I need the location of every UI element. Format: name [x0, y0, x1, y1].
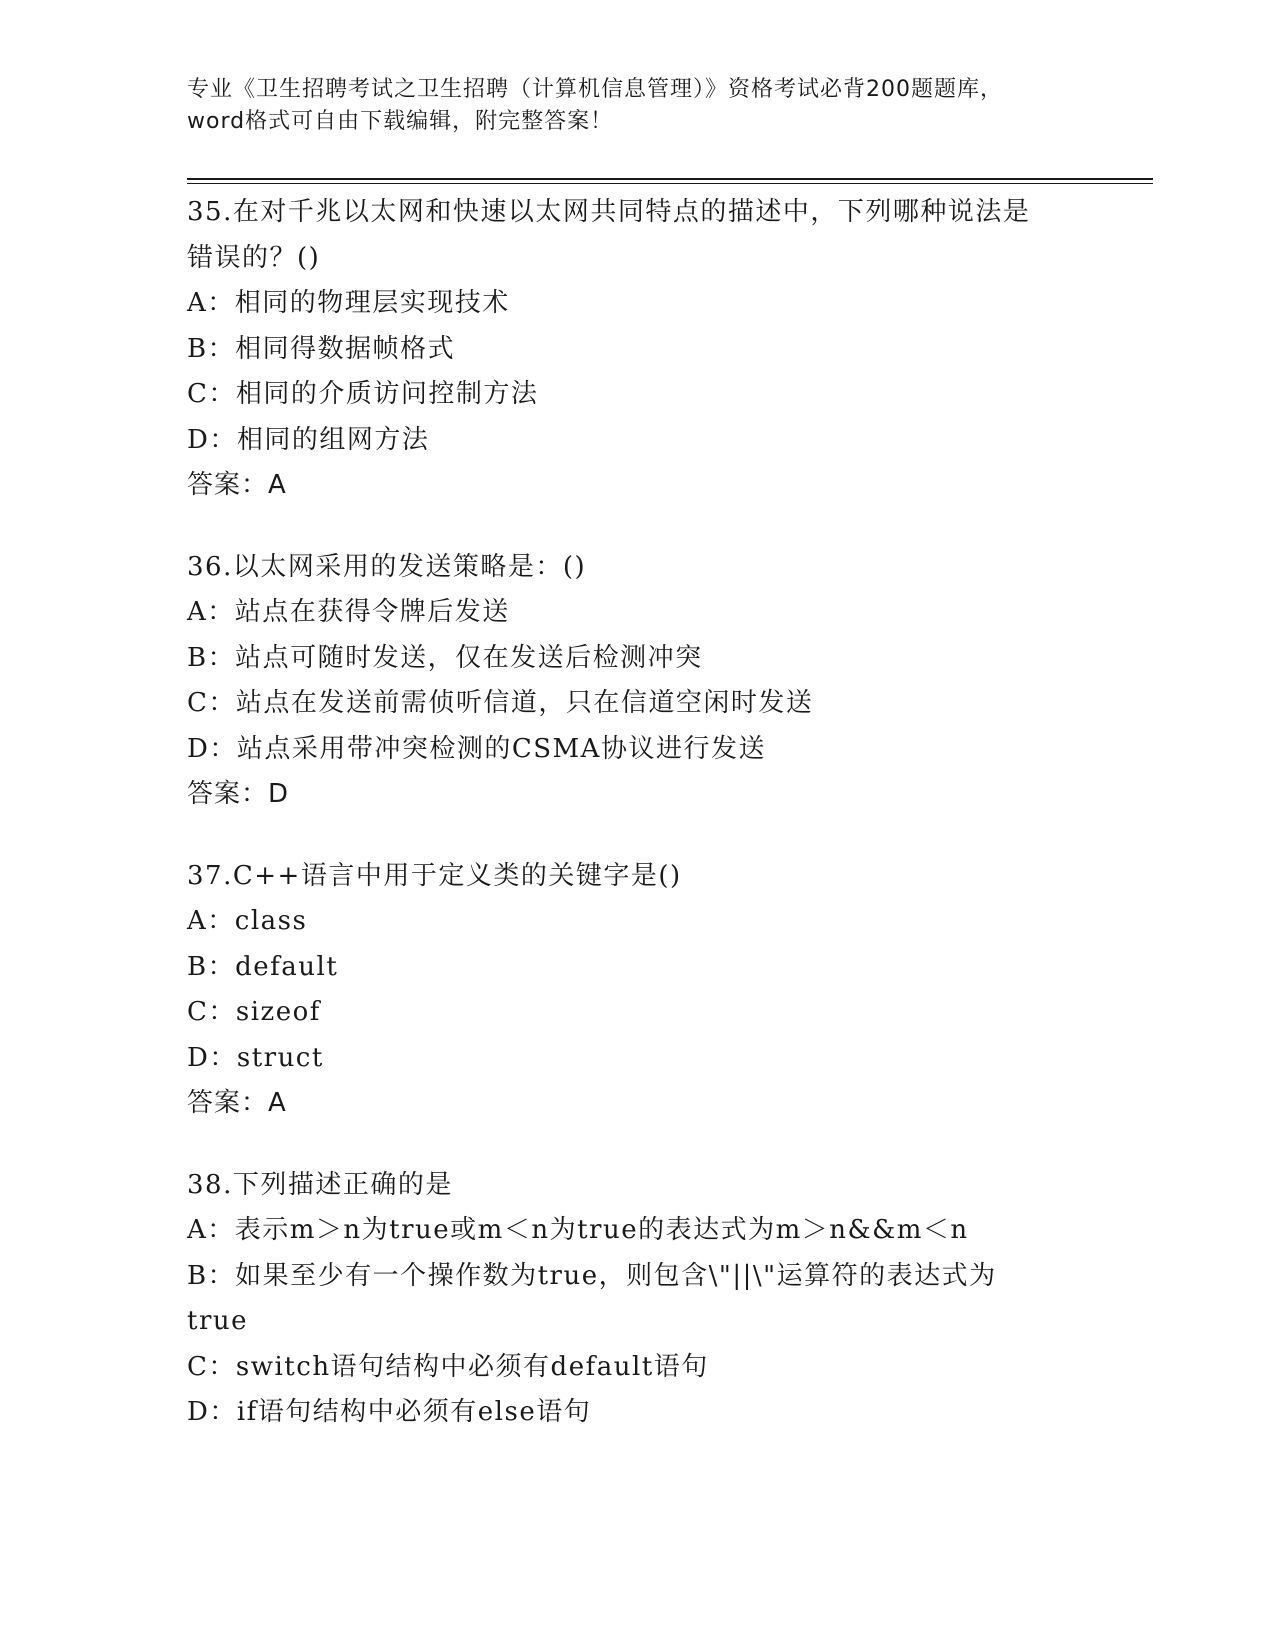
option-d: D：站点采用带冲突检测的CSMA协议进行发送 — [187, 733, 766, 764]
header-line-2: word格式可自由下载编辑，附完整答案！ — [187, 109, 614, 134]
option-c: C：站点在发送前需侦听信道，只在信道空闲时发送 — [187, 688, 814, 718]
answer-label: 答案：A — [187, 470, 287, 500]
option-b: B：相同得数据帧格式 — [187, 333, 456, 364]
question-stem: 36.以太网采用的发送策略是：() — [187, 551, 587, 582]
question-list — [187, 190, 1087, 1472]
header-line-1: 专业《卫生招聘考试之卫生招聘（计算机信息管理）》资格考试必背200题题库， — [187, 77, 1003, 102]
question-stem: 38.下列描述正确的是 — [187, 1169, 453, 1200]
option-a: A：相同的物理层实现技术 — [187, 288, 510, 318]
question-38 — [187, 1163, 1087, 1436]
question-stem: 35.在对千兆以太网和快速以太网共同特点的描述中，下列哪种说法是 — [187, 197, 1031, 227]
option-a: A：表示m＞n为true或m＜n为true的表达式为m＞n&&m＜n — [187, 1215, 969, 1245]
option-b-continued: true — [187, 1306, 249, 1336]
option-d: D：struct — [187, 1042, 324, 1073]
question-37 — [187, 854, 1087, 1127]
option-a: A：class — [187, 906, 308, 936]
question-35 — [187, 190, 1087, 509]
header-divider-thin — [187, 183, 1153, 184]
header-divider-thick — [187, 178, 1153, 180]
option-c: C：sizeof — [187, 997, 321, 1027]
option-c: C：相同的介质访问控制方法 — [187, 379, 539, 409]
option-d: D：相同的组网方法 — [187, 424, 430, 455]
option-d: D：if语句结构中必须有else语句 — [187, 1397, 592, 1427]
option-b: B：站点可随时发送，仅在发送后检测冲突 — [187, 642, 703, 673]
question-stem: 错误的？() — [187, 242, 321, 273]
question-stem: 37.C++语言中用于定义类的关键字是() — [187, 860, 682, 891]
option-b: B：default — [187, 951, 339, 982]
answer-label: 答案：D — [187, 779, 290, 809]
option-b: B：如果至少有一个操作数为true，则包含\"||\"运算符的表达式为 — [187, 1260, 997, 1291]
option-c: C：switch语句结构中必须有default语句 — [187, 1351, 709, 1382]
document-header — [187, 74, 1087, 138]
question-36 — [187, 545, 1087, 818]
option-a: A：站点在获得令牌后发送 — [187, 597, 510, 627]
answer-label: 答案：A — [187, 1088, 287, 1118]
